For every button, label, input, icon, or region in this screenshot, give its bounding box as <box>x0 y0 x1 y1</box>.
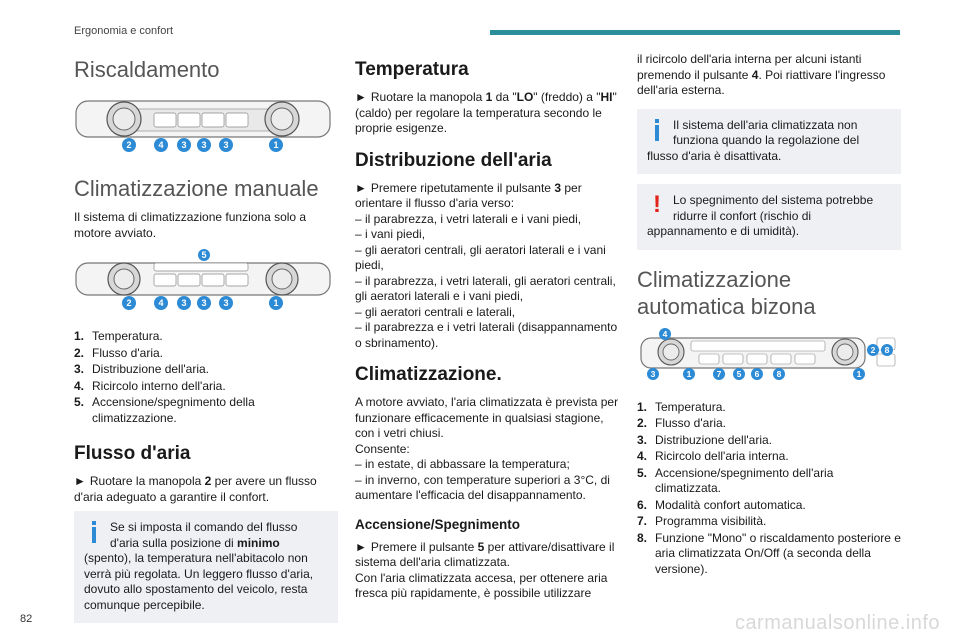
header-accent-bar <box>490 30 900 35</box>
list-item: – il parabrezza, i vetri laterali, gli aeratori centrali, gli aeratori laterali e i vani piedi, <box>355 273 616 303</box>
list-item: 3. Distribuzione dell'aria. <box>74 362 210 376</box>
list-item: – il parabrezza, i vetri laterali e i vani piedi, <box>355 211 582 226</box>
heading-distribuzione: Distribuzione dell'aria <box>355 149 552 171</box>
callout-3c: 3 <box>223 140 229 150</box>
callout-1: 1 <box>686 368 692 379</box>
auto-legend-list <box>637 400 901 578</box>
heading-auto-bizona: Climatizzazione automatica bizona <box>637 266 816 319</box>
callout-8: 8 <box>776 368 782 379</box>
callout-7: 7 <box>716 368 722 379</box>
list-item: 5. Accensione/spegnimento dell'aria climatizzata. <box>637 465 834 495</box>
list-item: 3. Distribuzione dell'aria. <box>637 432 773 447</box>
arrow-icon: ► <box>355 90 367 104</box>
info-icon <box>647 118 667 146</box>
manual-intro: Il sistema di climatizzazione funziona solo a motore avviato. <box>74 210 307 240</box>
heading-accensione: Accensione/Spegnimento <box>355 516 521 532</box>
recirc-paragraph: il ricircolo dell'aria interna per alcuni istanti premendo il pulsante 4. Poi riattivare l'ingresso dell'aria esterna. <box>637 52 886 97</box>
temp-instruction: ► Ruotare la manopola 1 da "LO" (freddo) a "HI" (caldo) per regolare la temperatura secondo le proprie esigenze. <box>355 90 617 135</box>
info-icon <box>84 520 104 548</box>
dist-list <box>355 212 619 352</box>
list-item: 7. Programma visibilità. <box>637 514 767 528</box>
callout-1: 1 <box>856 368 862 379</box>
callout-4: 4 <box>158 298 164 308</box>
arrow-icon: ► <box>74 474 86 488</box>
heading-temperatura: Temperatura <box>355 59 469 80</box>
column-2 <box>355 52 619 606</box>
running-header: Ergonomia e confort <box>74 25 174 37</box>
acc-instruction: ► Premere il pulsante 5 per attivare/disattivare il sistema dell'aria climatizzata. <box>355 539 615 569</box>
list-item: 5. Accensione/spegnimento della climatizzazione. <box>74 395 255 425</box>
callout-3b: 3 <box>201 298 207 308</box>
callout-8: 8 <box>884 344 890 355</box>
list-item: 8. Funzione "Mono" o riscaldamento posteriore e aria climatizzata On/Off (a seconda della versione). <box>637 530 901 576</box>
callout-1: 1 <box>273 298 279 308</box>
callout-2: 2 <box>126 298 132 308</box>
callout-4: 4 <box>662 328 668 339</box>
list-item: 2. Flusso d'aria. <box>74 345 163 360</box>
dist-instruction: ► Premere ripetutamente il pulsante 3 per orientare il flusso d'aria verso: <box>355 180 582 210</box>
callout-3c: 3 <box>223 298 229 308</box>
list-item: 1. Temperatura. <box>637 399 726 414</box>
callout-3: 3 <box>650 368 656 379</box>
list-item: 4. Ricircolo dell'aria interna. <box>637 449 789 463</box>
list-item: – il parabrezza e i vetri laterali (disappannamento o sbrinamento). <box>355 320 618 350</box>
callout-3a: 3 <box>181 140 187 150</box>
callout-3a: 3 <box>181 298 187 308</box>
callout-3b: 3 <box>201 140 207 150</box>
callout-2: 2 <box>870 344 876 355</box>
heading-riscaldamento: Riscaldamento <box>74 57 220 82</box>
page-number: 82 <box>20 613 33 625</box>
list-item: 2. Flusso d'aria. <box>637 416 726 430</box>
arrow-icon: ► <box>355 180 367 195</box>
callout-2: 2 <box>126 140 132 150</box>
warning-box: ! Lo spegnimento del sistema potrebbe ridurre il confort (rischio di appannamento e di umidità). <box>637 184 901 250</box>
callout-4: 4 <box>158 140 164 150</box>
list-item: – gli aeratori centrali, gli aeratori laterali e i vani piedi, <box>355 242 606 272</box>
list-item: – in inverno, con temperature superiori a 3°C, di aumentare l'efficacia del disappannamento. <box>355 472 610 502</box>
manual-ac-panel-illustration <box>74 249 332 307</box>
column-3 <box>637 52 901 578</box>
info-box-flow: Se si imposta il comando del flusso d'aria sulla posizione di minimo (spento), la temperatura nell'abitacolo non verrà più regolata. Un leggero flusso d'aria, dovuto allo spostamento del veicolo, resta comunque percepibile. <box>74 511 338 623</box>
list-item: – in estate, di abbassare la temperatura; <box>355 457 570 471</box>
watermark: carmanualsonline.info <box>734 612 940 634</box>
list-item: 1. Temperatura. <box>74 329 163 343</box>
auto-ac-panel-illustration <box>637 328 895 382</box>
arrow-icon: ► <box>355 539 367 554</box>
info-box-ac: Il sistema dell'aria climatizzata non funziona quando la regolazione del flusso d'aria è disattivata. <box>637 109 901 175</box>
flow-instruction: ► Ruotare la manopola 2 per avere un flusso d'aria adeguato a garantire il confort. <box>74 474 317 504</box>
list-item: – gli aeratori centrali e laterali, <box>355 304 516 319</box>
clima-consente: Consente: <box>355 441 410 456</box>
callout-6: 6 <box>754 368 760 379</box>
acc-paragraph: Con l'aria climatizzata accesa, per ottenere aria fresca più rapidamente, è possibile utilizzare <box>355 570 608 600</box>
heading-flusso-aria: Flusso d'aria <box>74 443 191 464</box>
heading-climatizzazione: Climatizzazione. <box>355 364 502 385</box>
column-1 <box>74 52 338 633</box>
callout-5: 5 <box>736 368 742 379</box>
list-item: 6. Modalità confort automatica. <box>637 497 806 512</box>
heating-panel-illustration <box>74 95 332 157</box>
warning-icon: ! <box>653 191 661 218</box>
heading-climatizzazione-manuale: Climatizzazione manuale <box>74 176 319 201</box>
list-item: – i vani piedi, <box>355 227 426 241</box>
clima-paragraph: A motore avviato, l'aria climatizzata è prevista per funzionare efficacemente in qualsiasi stagione, con i vetri chiusi. <box>355 395 619 440</box>
manual-legend-list <box>74 329 338 426</box>
callout-1: 1 <box>273 140 279 150</box>
list-item: 4. Ricircolo interno dell'aria. <box>74 378 226 393</box>
callout-5: 5 <box>201 250 207 260</box>
